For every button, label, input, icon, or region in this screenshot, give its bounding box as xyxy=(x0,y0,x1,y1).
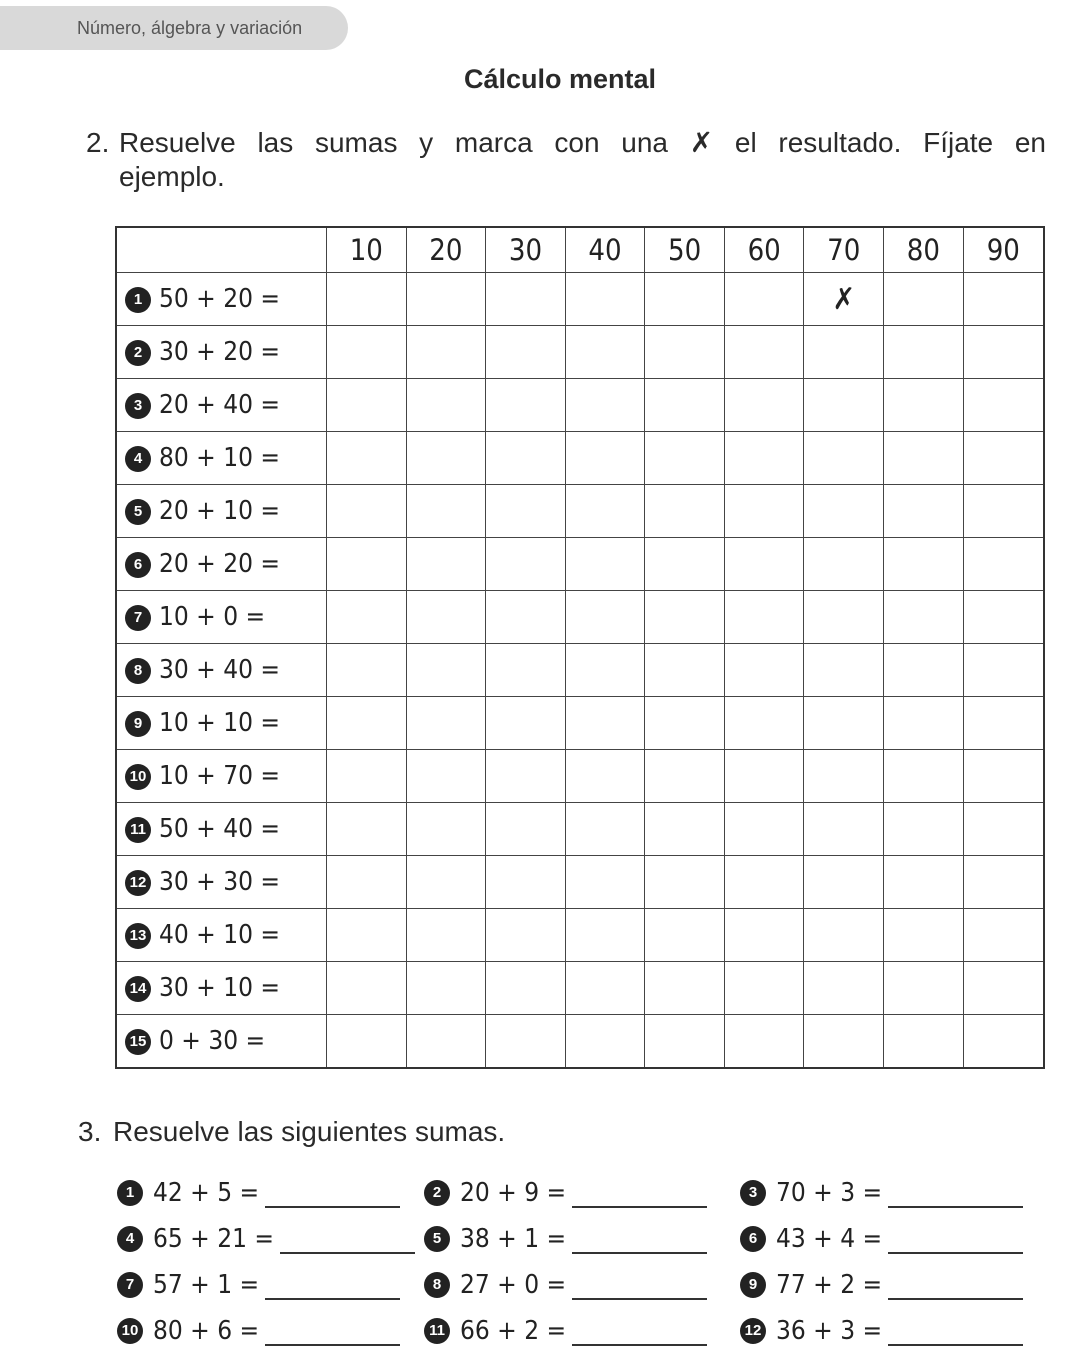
answer-cell[interactable] xyxy=(645,803,725,856)
operation-text: 20 + 9 = xyxy=(460,1178,567,1208)
operation-text: 38 + 1 = xyxy=(460,1224,567,1254)
operation-text: 30 + 30 = xyxy=(159,867,280,897)
answer-cell[interactable] xyxy=(724,803,804,856)
answer-cell[interactable] xyxy=(724,273,804,326)
exercise-2-instruction xyxy=(86,126,1046,194)
answer-cell[interactable] xyxy=(565,1015,645,1069)
answer-cell[interactable] xyxy=(724,538,804,591)
answer-cell[interactable] xyxy=(963,803,1044,856)
answer-cell[interactable] xyxy=(884,644,964,697)
answer-cell[interactable] xyxy=(406,803,486,856)
table-row xyxy=(116,909,1044,962)
column-header: 50 xyxy=(645,227,725,273)
sum-item xyxy=(117,1178,400,1208)
operation-text: 20 + 20 = xyxy=(159,549,280,579)
operation-text: 36 + 3 = xyxy=(776,1316,883,1346)
sum-item xyxy=(740,1178,1023,1208)
answer-cell[interactable] xyxy=(645,856,725,909)
operation-cell xyxy=(116,273,327,326)
answer-cell[interactable] xyxy=(327,1015,407,1069)
answer-blank[interactable] xyxy=(888,1320,1023,1346)
instruction-word: Resuelve xyxy=(119,127,236,158)
answer-cell[interactable] xyxy=(406,485,486,538)
answer-cell[interactable] xyxy=(724,379,804,432)
answer-cell[interactable] xyxy=(884,750,964,803)
answer-cell[interactable] xyxy=(486,909,566,962)
answer-cell[interactable] xyxy=(804,909,884,962)
answer-cell[interactable] xyxy=(327,909,407,962)
answer-cell[interactable] xyxy=(406,432,486,485)
answer-blank[interactable] xyxy=(572,1228,707,1254)
table-row xyxy=(116,591,1044,644)
answer-cell[interactable] xyxy=(486,432,566,485)
table-row xyxy=(116,538,1044,591)
sum-item xyxy=(740,1316,1023,1346)
answer-cell[interactable] xyxy=(884,326,964,379)
number-badge: 5 xyxy=(424,1226,450,1252)
column-header: 20 xyxy=(406,227,486,273)
answer-cell[interactable] xyxy=(724,909,804,962)
answer-cell[interactable] xyxy=(804,750,884,803)
answer-cell[interactable] xyxy=(884,962,964,1015)
answer-cell[interactable] xyxy=(645,962,725,1015)
number-badge: 1 xyxy=(117,1180,143,1206)
answer-cell[interactable] xyxy=(565,909,645,962)
instruction-word: con xyxy=(554,127,600,158)
answer-cell[interactable] xyxy=(884,697,964,750)
answer-cell[interactable] xyxy=(406,697,486,750)
instruction-word: resultado. xyxy=(778,127,902,158)
operation-text: 30 + 20 = xyxy=(159,337,280,367)
answer-blank[interactable] xyxy=(888,1182,1023,1208)
sum-item xyxy=(424,1270,707,1300)
table-row xyxy=(116,273,1044,326)
x-mark-icon: ✗ xyxy=(689,127,714,158)
answer-cell[interactable] xyxy=(963,326,1044,379)
number-badge: 3 xyxy=(740,1180,766,1206)
answer-cell[interactable] xyxy=(565,379,645,432)
table-row xyxy=(116,962,1044,1015)
operation-cell xyxy=(116,591,327,644)
number-badge: 10 xyxy=(125,764,151,790)
section-tab-label: Número, álgebra y variación xyxy=(77,17,303,38)
answer-cell[interactable] xyxy=(963,432,1044,485)
answer-cell[interactable] xyxy=(963,379,1044,432)
operation-text: 0 + 30 = xyxy=(159,1026,266,1056)
operation-text: 77 + 2 = xyxy=(776,1270,883,1300)
operation-cell xyxy=(116,432,327,485)
answer-cell[interactable] xyxy=(884,803,964,856)
number-badge: 2 xyxy=(125,340,151,366)
answer-cell[interactable] xyxy=(565,485,645,538)
number-badge: 10 xyxy=(117,1318,143,1344)
table-row xyxy=(116,803,1044,856)
answer-blank[interactable] xyxy=(265,1274,400,1300)
operation-cell xyxy=(116,485,327,538)
number-badge: 4 xyxy=(117,1226,143,1252)
answer-cell[interactable] xyxy=(724,962,804,1015)
answer-blank[interactable] xyxy=(280,1228,415,1254)
answer-cell[interactable] xyxy=(327,644,407,697)
answer-cell[interactable] xyxy=(486,803,566,856)
sum-item xyxy=(424,1316,707,1346)
column-header: 70 xyxy=(804,227,884,273)
operation-cell xyxy=(116,644,327,697)
answer-blank[interactable] xyxy=(888,1228,1023,1254)
answer-cell[interactable] xyxy=(486,538,566,591)
operation-text: 42 + 5 = xyxy=(153,1178,260,1208)
operation-text: 20 + 10 = xyxy=(159,496,280,526)
answer-cell[interactable] xyxy=(486,591,566,644)
answer-blank[interactable] xyxy=(572,1274,707,1300)
operation-cell xyxy=(116,538,327,591)
table-row xyxy=(116,432,1044,485)
answer-cell[interactable] xyxy=(327,538,407,591)
answer-cell[interactable] xyxy=(724,485,804,538)
answer-cell[interactable] xyxy=(963,697,1044,750)
answer-cell[interactable] xyxy=(327,856,407,909)
operation-cell xyxy=(116,1015,327,1069)
instruction-word: sumas xyxy=(314,127,398,158)
answer-cell[interactable] xyxy=(645,538,725,591)
answer-cell[interactable] xyxy=(645,697,725,750)
table-row xyxy=(116,326,1044,379)
sum-item xyxy=(740,1270,1023,1300)
number-badge: 8 xyxy=(424,1272,450,1298)
answer-cell[interactable] xyxy=(486,697,566,750)
answer-cell[interactable] xyxy=(804,856,884,909)
answer-cell[interactable] xyxy=(327,432,407,485)
operation-text: 66 + 2 = xyxy=(460,1316,567,1346)
answer-cell[interactable] xyxy=(804,326,884,379)
answer-cell[interactable] xyxy=(884,591,964,644)
answer-cell[interactable] xyxy=(884,538,964,591)
answer-cell[interactable] xyxy=(804,485,884,538)
answer-cell[interactable] xyxy=(724,432,804,485)
operation-cell xyxy=(116,326,327,379)
operation-text: 27 + 0 = xyxy=(460,1270,567,1300)
number-badge: 12 xyxy=(125,870,151,896)
page-title: Cálculo mental xyxy=(463,64,657,94)
answer-cell[interactable] xyxy=(645,326,725,379)
instruction-word: en xyxy=(1014,127,1046,158)
answer-cell[interactable] xyxy=(884,856,964,909)
number-badge: 3 xyxy=(125,393,151,419)
answer-blank[interactable] xyxy=(572,1182,707,1208)
table-row xyxy=(116,379,1044,432)
operation-text: 30 + 40 = xyxy=(159,655,280,685)
instruction-word: las xyxy=(257,127,294,158)
answer-cell[interactable] xyxy=(565,538,645,591)
sum-item xyxy=(424,1224,707,1254)
operation-text: 70 + 3 = xyxy=(776,1178,883,1208)
answer-cell[interactable] xyxy=(327,273,407,326)
answer-cell[interactable] xyxy=(486,273,566,326)
answer-cell[interactable] xyxy=(406,538,486,591)
answer-cell[interactable] xyxy=(327,962,407,1015)
answer-cell[interactable] xyxy=(724,591,804,644)
number-badge: 9 xyxy=(740,1272,766,1298)
operation-cell xyxy=(116,962,327,1015)
answer-cell[interactable] xyxy=(804,1015,884,1069)
answer-cell[interactable] xyxy=(963,909,1044,962)
grid-header-row xyxy=(116,227,1044,273)
answer-cell[interactable] xyxy=(804,591,884,644)
answer-cell[interactable] xyxy=(724,750,804,803)
number-badge: 2 xyxy=(424,1180,450,1206)
answer-cell[interactable] xyxy=(406,909,486,962)
operation-text: 57 + 1 = xyxy=(153,1270,260,1300)
answer-cell[interactable] xyxy=(963,538,1044,591)
sum-item xyxy=(424,1178,707,1208)
answer-blank[interactable] xyxy=(888,1274,1023,1300)
operation-text: 10 + 70 = xyxy=(159,761,280,791)
number-badge: 12 xyxy=(740,1318,766,1344)
answer-cell[interactable] xyxy=(804,697,884,750)
answer-cell[interactable] xyxy=(565,432,645,485)
answer-cell[interactable] xyxy=(884,909,964,962)
answer-cell[interactable] xyxy=(645,750,725,803)
operation-text: 80 + 10 = xyxy=(159,443,280,473)
answer-blank[interactable] xyxy=(265,1320,400,1346)
answer-cell[interactable] xyxy=(406,591,486,644)
table-row xyxy=(116,856,1044,909)
answer-blank[interactable] xyxy=(572,1320,707,1346)
answer-cell[interactable] xyxy=(406,856,486,909)
operation-cell xyxy=(116,856,327,909)
answer-cell[interactable] xyxy=(565,697,645,750)
number-badge: 4 xyxy=(125,446,151,472)
answer-cell[interactable] xyxy=(963,273,1044,326)
number-badge: 6 xyxy=(125,552,151,578)
answer-cell[interactable] xyxy=(963,591,1044,644)
answer-cell[interactable] xyxy=(963,485,1044,538)
table-row xyxy=(116,750,1044,803)
answer-cell[interactable] xyxy=(724,326,804,379)
answer-cell[interactable] xyxy=(804,962,884,1015)
answer-grid xyxy=(115,226,1045,1069)
instruction-line-2: ejemplo. xyxy=(119,161,225,192)
answer-cell[interactable] xyxy=(327,485,407,538)
instruction-word: una xyxy=(621,127,668,158)
number-badge: 11 xyxy=(125,817,151,843)
table-row xyxy=(116,1015,1044,1069)
column-header: 40 xyxy=(565,227,645,273)
instruction-word: Fíjate xyxy=(923,127,994,158)
answer-cell[interactable] xyxy=(327,803,407,856)
answer-cell[interactable] xyxy=(406,644,486,697)
grid-corner-cell xyxy=(116,227,327,273)
instruction-word: el xyxy=(734,127,757,158)
operation-cell xyxy=(116,379,327,432)
sum-item xyxy=(117,1316,400,1346)
answer-cell[interactable] xyxy=(963,856,1044,909)
section-tab xyxy=(0,6,348,50)
column-header: 80 xyxy=(884,227,964,273)
number-badge: 6 xyxy=(740,1226,766,1252)
operation-text: 50 + 40 = xyxy=(159,814,280,844)
answer-cell[interactable] xyxy=(565,591,645,644)
table-row xyxy=(116,485,1044,538)
number-badge: 14 xyxy=(125,976,151,1002)
number-badge: 11 xyxy=(424,1318,450,1344)
answer-cell[interactable] xyxy=(804,538,884,591)
column-header: 90 xyxy=(963,227,1044,273)
operation-text: 65 + 21 = xyxy=(153,1224,274,1254)
answer-cell[interactable] xyxy=(565,803,645,856)
operation-cell xyxy=(116,909,327,962)
instruction-word: marca xyxy=(454,127,533,158)
operation-text: 10 + 10 = xyxy=(159,708,280,738)
number-badge: 7 xyxy=(117,1272,143,1298)
operation-cell xyxy=(116,750,327,803)
answer-cell[interactable] xyxy=(565,326,645,379)
answer-cell[interactable] xyxy=(565,644,645,697)
number-badge: 15 xyxy=(125,1029,151,1055)
answer-cell[interactable] xyxy=(724,1015,804,1069)
answer-cell[interactable] xyxy=(327,750,407,803)
sum-item xyxy=(740,1224,1023,1254)
sum-item xyxy=(117,1224,415,1254)
answer-cell[interactable] xyxy=(963,962,1044,1015)
column-header: 60 xyxy=(724,227,804,273)
exercise-number: 2. xyxy=(86,127,110,158)
operation-text: 43 + 4 = xyxy=(776,1224,883,1254)
answer-cell[interactable] xyxy=(884,379,964,432)
answer-cell[interactable] xyxy=(884,273,964,326)
answer-cell[interactable] xyxy=(565,273,645,326)
answer-cell[interactable] xyxy=(327,379,407,432)
answer-cell[interactable] xyxy=(963,1015,1044,1069)
answer-cell[interactable] xyxy=(804,379,884,432)
answer-cell[interactable] xyxy=(645,379,725,432)
answer-cell[interactable] xyxy=(565,750,645,803)
answer-cell[interactable] xyxy=(565,962,645,1015)
instruction-line-1 xyxy=(86,126,1046,160)
answer-cell[interactable] xyxy=(486,856,566,909)
answer-cell[interactable] xyxy=(406,962,486,1015)
operation-text: 10 + 0 = xyxy=(159,602,266,632)
answer-cell[interactable] xyxy=(406,750,486,803)
operation-text: 30 + 10 = xyxy=(159,973,280,1003)
answer-cell[interactable] xyxy=(645,485,725,538)
operation-text: 50 + 20 = xyxy=(159,284,280,314)
answer-cell[interactable] xyxy=(724,697,804,750)
answer-cell[interactable] xyxy=(645,644,725,697)
answer-cell[interactable] xyxy=(486,326,566,379)
exercise-3-text: Resuelve las siguientes sumas. xyxy=(113,1116,506,1147)
answer-cell[interactable] xyxy=(645,432,725,485)
answer-cell[interactable] xyxy=(884,432,964,485)
answer-cell[interactable] xyxy=(963,644,1044,697)
operation-text: 40 + 10 = xyxy=(159,920,280,950)
operation-text: 80 + 6 = xyxy=(153,1316,260,1346)
answer-cell[interactable] xyxy=(804,803,884,856)
answer-cell[interactable] xyxy=(406,379,486,432)
answer-cell[interactable] xyxy=(884,485,964,538)
operation-text: 20 + 40 = xyxy=(159,390,280,420)
answer-cell[interactable] xyxy=(486,962,566,1015)
number-badge: 1 xyxy=(125,287,151,313)
answer-cell[interactable] xyxy=(486,379,566,432)
answer-cell[interactable] xyxy=(804,644,884,697)
sum-item xyxy=(117,1270,400,1300)
answer-cell[interactable] xyxy=(645,1015,725,1069)
number-badge: 8 xyxy=(125,658,151,684)
answer-cell[interactable] xyxy=(486,750,566,803)
answer-cell[interactable] xyxy=(406,273,486,326)
answer-cell[interactable] xyxy=(565,856,645,909)
answer-cell[interactable] xyxy=(724,644,804,697)
answer-cell[interactable] xyxy=(486,644,566,697)
answer-cell[interactable] xyxy=(804,432,884,485)
exercise-3-instruction xyxy=(78,1116,505,1148)
instruction-number-and-word xyxy=(86,126,236,160)
number-badge: 5 xyxy=(125,499,151,525)
answer-cell[interactable] xyxy=(327,326,407,379)
instruction-word: y xyxy=(419,127,434,158)
operation-cell xyxy=(116,697,327,750)
column-header: 10 xyxy=(327,227,407,273)
answer-cell[interactable] xyxy=(724,856,804,909)
table-row xyxy=(116,644,1044,697)
column-header: 30 xyxy=(486,227,566,273)
answer-cell[interactable] xyxy=(645,591,725,644)
answer-cell[interactable] xyxy=(884,1015,964,1069)
answer-cell[interactable] xyxy=(406,1015,486,1069)
answer-cell[interactable] xyxy=(645,273,725,326)
table-row xyxy=(116,697,1044,750)
operation-cell xyxy=(116,803,327,856)
answer-blank[interactable] xyxy=(265,1182,400,1208)
answer-cell[interactable] xyxy=(804,273,884,326)
answer-cell[interactable] xyxy=(486,1015,566,1069)
x-mark-icon: ✗ xyxy=(832,281,856,317)
answer-cell[interactable] xyxy=(406,326,486,379)
answer-cell[interactable] xyxy=(486,485,566,538)
answer-cell[interactable] xyxy=(327,591,407,644)
answer-cell[interactable] xyxy=(645,909,725,962)
answer-cell[interactable] xyxy=(963,750,1044,803)
answer-cell[interactable] xyxy=(327,697,407,750)
exercise-number: 3. xyxy=(78,1116,102,1147)
number-badge: 13 xyxy=(125,923,151,949)
number-badge: 9 xyxy=(125,711,151,737)
number-badge: 7 xyxy=(125,605,151,631)
